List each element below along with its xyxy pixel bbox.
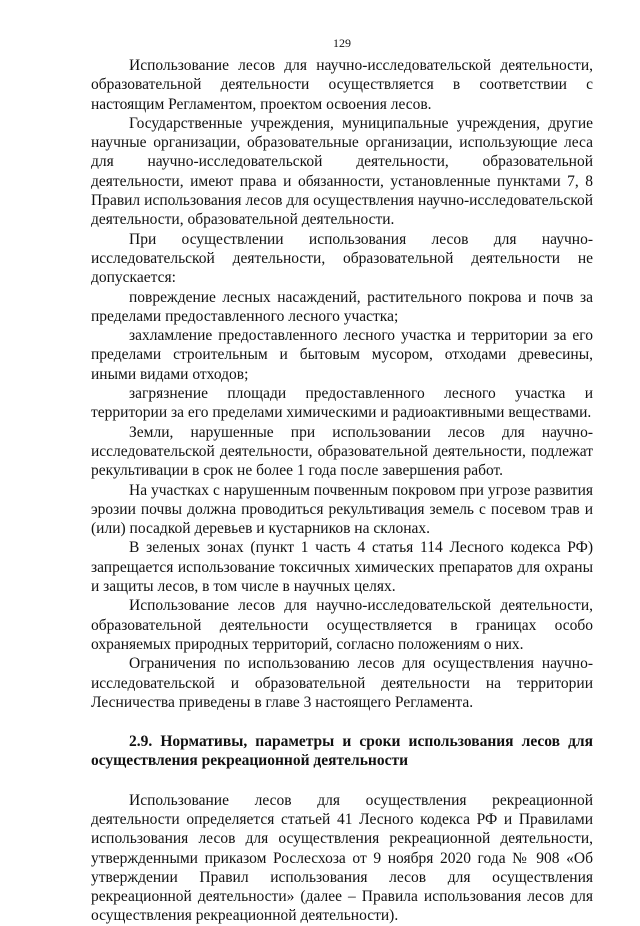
- paragraph-green-zones: В зеленых зонах (пункт 1 часть 4 статья 114 Лесного кодекса РФ) запрещается использование токсичных химических препаратов для охраны и защиты лесов, в том числе в научных целях.: [91, 539, 593, 596]
- document-page: [91, 36, 593, 926]
- paragraph-recreational-use: Использование лесов для осуществления рекреационной деятельности определяется статьей 41 Лесного кодекса РФ и Правилами использования лесов для осуществления рекреационной деятельности, утвержденными приказом Рослесхоза от 9 ноября 2020 года № 908 «Об утверждении Правил использования лесов для осуществления рекреационной деятельности» (далее – Правила использования лесов для осуществления рекреационной деятельности).: [91, 791, 593, 925]
- paragraph-restrictions-reference: Ограничения по использованию лесов для осуществления научно-исследовательской и образовательной деятельности на территории Лесничества приведены в главе 3 настоящего Регламента.: [91, 655, 593, 711]
- paragraph-institutions-rights: Государственные учреждения, муниципальные учреждения, другие научные организации, образовательные организации, использующие леса для научно-исследовательской деятельности, образовательной деятельности, имеют права и обязанности, установленные пунктами 7, 8 Правил использования лесов для осуществления научно-исследовательской деятельности, образовательной деятельности.: [91, 114, 593, 229]
- paragraph-research-use-regulation: Использование лесов для научно-исследовательской деятельности, образовательной деятельности осуществляется в соответствии с настоящим Регламентом, проектом освоения лесов.: [91, 57, 593, 113]
- page-number: 129: [333, 36, 351, 50]
- paragraph-prohibitions-intro: При осуществлении использования лесов для научно-исследовательской деятельности, образовательной деятельности не допускается:: [91, 230, 593, 287]
- list-item-pollution: загрязнение площади предоставленного лесного участка и территории за его пределами химическими и радиоактивными веществами.: [91, 385, 593, 422]
- paragraph-protected-areas: Использование лесов для научно-исследовательской деятельности, образовательной деятельности осуществляется в границах особо охраняемых природных территорий, согласно положениям о них.: [91, 597, 593, 653]
- list-item-littering: захламление предоставленного лесного участка и территории за его пределами строительным и бытовым мусором, отходами древесины, иными видами отходов;: [91, 327, 593, 383]
- list-item-damage: повреждение лесных насаждений, растительного покрова и почв за пределами предоставленного лесного участка;: [91, 288, 593, 325]
- paragraph-erosion-recultivation: На участках с нарушенным почвенным покровом при угрозе развития эрозии почвы должна проводиться рекультивация земель с посевом трав и (или) посадкой деревьев и кустарников на склонах.: [91, 481, 593, 538]
- section-heading: 2.9. Нормативы, параметры и сроки использования лесов для осуществления рекреационной деятельности: [91, 733, 593, 770]
- paragraph-recultivation-deadline: Земли, нарушенные при использовании лесов для научно-исследовательской деятельности, образовательной деятельности, подлежат рекультивации в срок не более 1 года после завершения работ.: [91, 423, 593, 480]
